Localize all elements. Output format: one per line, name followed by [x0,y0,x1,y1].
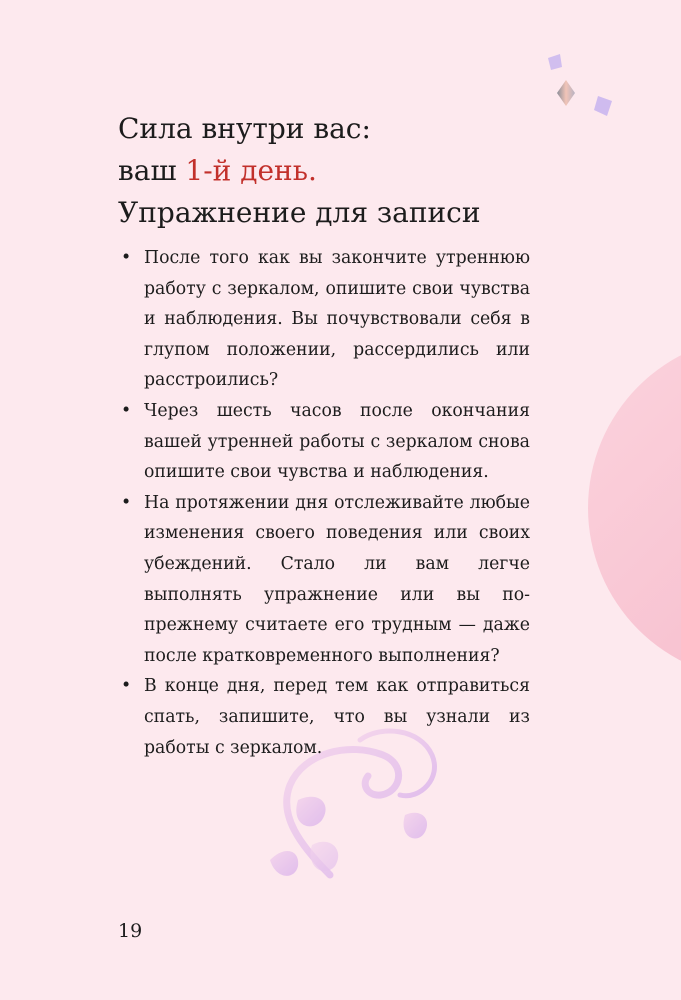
bullet-icon: • [121,400,132,421]
title-line-3: Упражнение для записи [118,196,481,229]
list-item [118,488,530,672]
list-item [118,396,530,488]
list-item [118,243,530,396]
confetti-piece [594,96,612,116]
page-number: 19 [118,920,143,942]
exercise-list [118,243,530,763]
title-day-accent: 1-й день. [185,154,317,187]
list-item-text: В конце дня, перед тем как отправиться спать, запишите, что вы узнали из работы с зеркалом. [144,676,530,758]
list-item-text: На протяжении дня отслеживайте любые изменения своего поведения или своих убеждений. Стало ли вам легче выполнять упражнение или вы по-прежнему считаете его трудным — даже после кратковременного выполнения? [144,492,530,666]
bullet-icon: • [121,492,132,513]
list-item-text: После того как вы закончите утреннюю работу с зеркалом, опишите свои чувства и наблюдения. Вы почувствовали себя в глупом положении, рассердились или расстроились? [144,248,530,391]
diamond-gem-icon [557,80,575,106]
decorative-circle [588,336,681,680]
title-line-1: Сила внутри вас: [118,112,371,145]
page-title [118,108,481,234]
bullet-icon: • [121,248,132,268]
list-item-text: Через шесть часов после окончания вашей утренней работы с зеркалом снова опишите свои чувства и наблюдения. [144,400,530,483]
title-line-2 [118,150,481,192]
list-item [118,671,530,763]
sparkle-decoration [548,54,612,116]
bullet-icon: • [121,676,132,697]
confetti-piece [548,54,562,70]
title-line-2-prefix: ваш [118,154,186,187]
